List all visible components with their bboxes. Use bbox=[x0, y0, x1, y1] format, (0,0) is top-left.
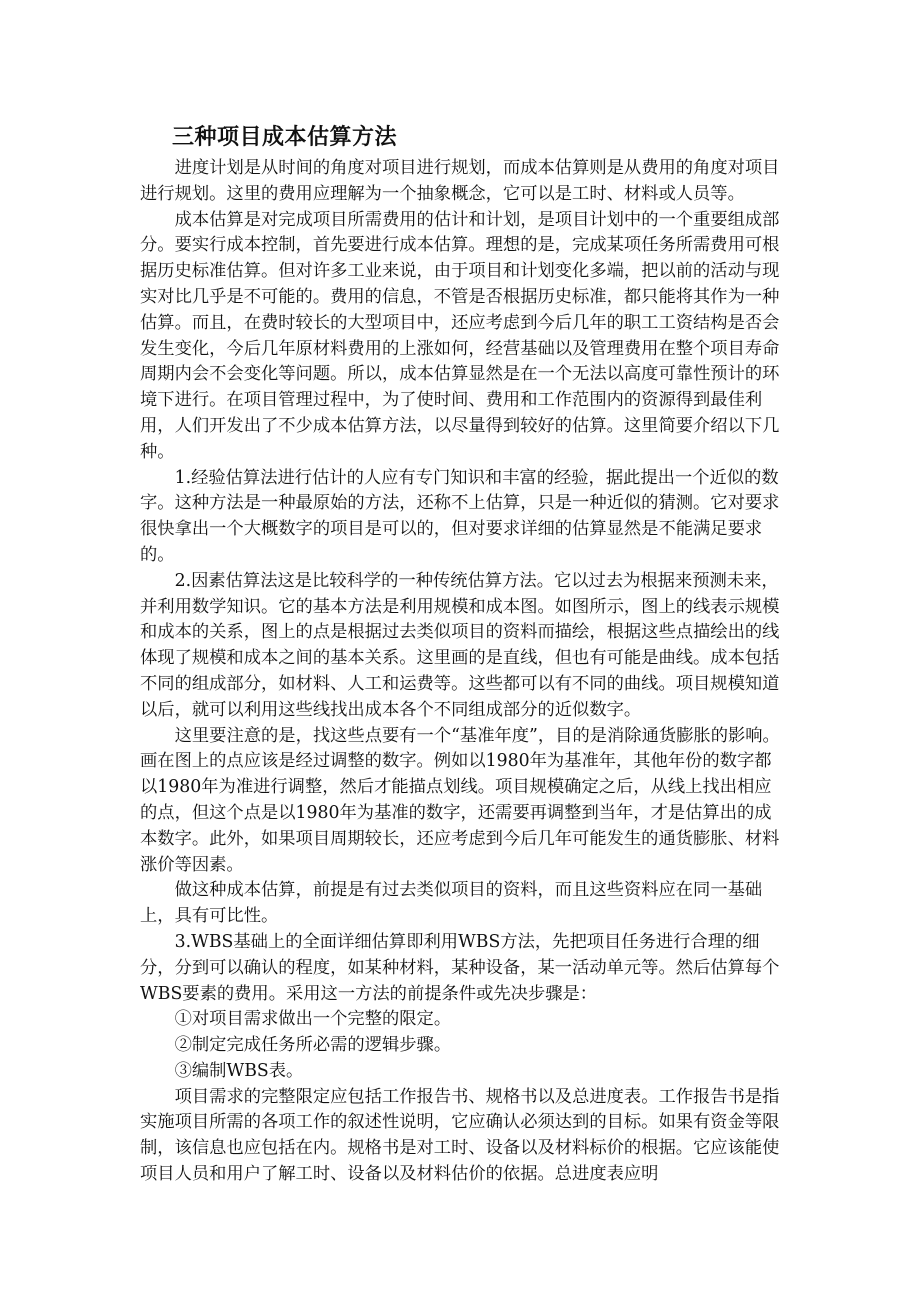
paragraph-requirements: 项目需求的完整限定应包括工作报告书、规格书以及总进度表。工作报告书是指实施项目所需的各项工作的叙述性说明，它应确认必须达到的目标。如果有资金等限制，该信息也应包括在内。规格书是对工时、设备以及材料标价的根据。它应该能使项目人员和用户了解工时、设备以及材料估价的依据。总进度表应明 bbox=[140, 1086, 780, 1185]
paragraph-method-1: 1.经验估算法进行估计的人应有专门知识和丰富的经验，据此提出一个近似的数字。这种方法是一种最原始的方法，还称不上估算，只是一种近似的猜测。它对要求很快拿出一个大概数字的项目是可以的，但对要求详细的估算显然是不能满足要求的。 bbox=[140, 467, 780, 565]
list-item-1: ①对项目需求做出一个完整的限定。 bbox=[174, 1009, 452, 1030]
list-item-3: ③编制WBS表。 bbox=[174, 1060, 304, 1081]
paragraph-premise: 做这种成本估算，前提是有过去类似项目的资料，而且这些资料应在同一基础上，具有可比性。 bbox=[140, 880, 763, 927]
paragraph-cost-estimation: 成本估算是对完成项目所需费用的估计和计划，是项目计划中的一个重要组成部分。要实行成本控制，首先要进行成本估算。理想的是，完成某项任务所需费用可根据历史标准估算。但对许多工业来说，由于项目和计划变化多端，把以前的活动与现实对比几乎是不可能的。费用的信息，不管是否根据历史标准，都只能将其作为一种估算。而且，在费时较长的大型项目中，还应考虑到今后几年的职工工资结构是否会发生变化，今后几年原材料费用的上涨如何，经营基础以及管理费用在整个项目寿命周期内会不会变化等问题。所以，成本估算显然是在一个无法以高度可靠性预计的环境下进行。在项目管理过程中，为了使时间、费用和工作范围内的资源得到最佳利用，人们开发出了不少成本估算方法，以尽量得到较好的估算。这里简要介绍以下几种。 bbox=[140, 209, 780, 462]
list-item-2: ②制定完成任务所必需的逻辑步骤。 bbox=[174, 1035, 452, 1056]
document-title: 三种项目成本估算方法 bbox=[172, 124, 398, 150]
paragraph-intro: 进度计划是从时间的角度对项目进行规划，而成本估算则是从费用的角度对项目进行规划。这里的费用应理解为一个抽象概念，它可以是工时、材料或人员等。 bbox=[140, 158, 780, 204]
paragraph-method-2: 2.因素估算法这是比较科学的一种传统估算方法。它以过去为根据来预测未来，并利用数学知识。它的基本方法是利用规模和成本图。如图所示，图上的线表示规模和成本的关系，图上的点是根据过去类似项目的资料而描绘，根据这些点描绘出的线体现了规模和成本之间的基本关系。这里画的是直线，但也有可能是曲线。成本包括不同的组成部分，如材料、人工和运费等。这些都可以有不同的曲线。项目规模知道以后，就可以利用这些线找出成本各个不同组成部分的近似数字。 bbox=[140, 570, 780, 720]
paragraph-method-3: 3.WBS基础上的全面详细估算即利用WBS方法，先把项目任务进行合理的细分，分到可以确认的程度，如某种材料，某种设备，某一活动单元等。然后估算每个WBS要素的费用。采用这一方法的前提条件或先决步骤是： bbox=[140, 931, 780, 1004]
paragraph-base-year: 这里要注意的是，找这些点要有一个“基准年度”，目的是消除通货膨胀的影响。画在图上的点应该是经过调整的数字。例如以1980年为基准年，其他年份的数字都以1980年为准进行调整，然后才能描点划线。项目规模确定之后，从线上找出相应的点，但这个点是以1980年为基准的数字，还需要再调整到当年，才是估算出的成本数字。此外，如果项目周期较长，还应考虑到今后几年可能发生的通货膨胀、材料涨价等因素。 bbox=[140, 725, 780, 875]
document-body bbox=[140, 156, 784, 1188]
